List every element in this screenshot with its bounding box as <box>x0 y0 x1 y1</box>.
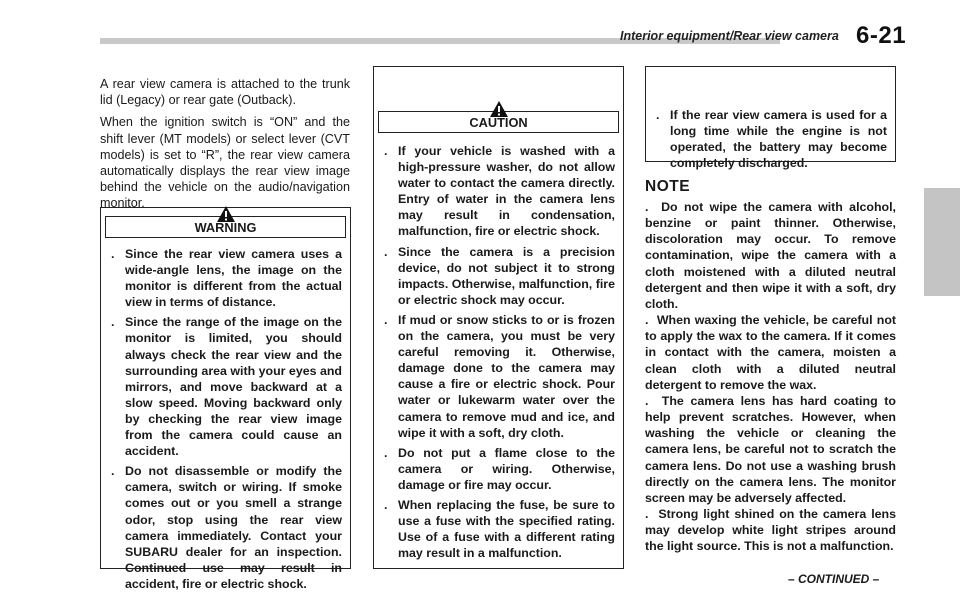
bullet-icon: . <box>645 313 657 328</box>
caution-label: CAUTION <box>469 115 528 130</box>
list-item: . Do not put a flame close to the camera or wiring. Otherwise, damage or fire may occur. <box>384 445 615 492</box>
list-item: . Since the camera is a precision device, do not subject it to strong impacts. Otherwise, malfunction, fire or electric shock may occur. <box>384 244 615 307</box>
bullet-icon: . <box>384 312 388 327</box>
caution-header <box>378 111 619 133</box>
list-item: . Do not disassemble or modify the camera, switch or wiring. If smoke comes out or you smell a strange odor, stop using the rear view camera immediately. Contact your SUBARU dealer for an inspection. Continued use may result in accident, fire or electric shock. <box>111 464 342 591</box>
warning-header <box>105 216 346 238</box>
caution-continuation-box <box>645 66 896 171</box>
chapter-tab <box>924 188 960 296</box>
bullet-icon: . <box>384 445 388 460</box>
warning-label: WARNING <box>194 220 257 235</box>
list-item: . If your vehicle is washed with a high-pressure washer, do not allow water to contact the camera directly. Entry of water in the camera lens may result in condensation, malfunction, fire or electric shock. <box>384 144 615 239</box>
warning-list <box>101 238 350 592</box>
note-section <box>645 178 896 554</box>
intro-text <box>100 76 350 218</box>
intro-paragraph-1: A rear view camera is attached to the trunk lid (Legacy) or rear gate (Outback). <box>100 77 350 108</box>
bullet-icon: . <box>111 247 115 261</box>
bullet-icon: . <box>384 497 388 512</box>
list-item: . When waxing the vehicle, be careful not to apply the wax to the camera. If it comes in contact with the camera, moisten a clean cloth with a diluted neutral detergent to remove the wax. <box>645 313 897 392</box>
list-item: . The camera lens has hard coating to help prevent scratches. However, when washing the vehicle or cleaning the camera lens, be careful not to scratch the camera lens. Do not use a washing brush directly on the camera lens. The monitor screen may be adversely affected. <box>645 393 897 505</box>
warning-box <box>100 207 351 591</box>
bullet-icon: . <box>656 108 660 122</box>
caution-list-continued <box>646 67 895 171</box>
list-item: . If the rear view camera is used for a long time while the engine is not operated, the battery may become completely discharged. <box>656 108 887 171</box>
section-title: Interior equipment/Rear view camera <box>620 29 839 43</box>
note-list <box>645 199 896 554</box>
bullet-icon: . <box>111 315 115 330</box>
bullet-icon: . <box>645 506 659 521</box>
list-item: . When replacing the fuse, be sure to use a fuse with the specified rating. Use of a fuse with a different rating may result in a malfunction. <box>384 497 615 561</box>
bullet-icon: . <box>645 200 662 214</box>
caution-list <box>374 133 623 561</box>
warning-continuation <box>374 67 623 103</box>
bullet-icon: . <box>384 144 388 158</box>
bullet-icon: . <box>111 464 115 479</box>
caution-box <box>373 66 624 569</box>
list-item: . Since the rear view camera uses a wide-angle lens, the image on the monitor is different from the actual view in terms of distance. <box>111 247 342 310</box>
bullet-icon: . <box>645 393 662 408</box>
page-number: 6-21 <box>856 22 907 49</box>
list-item: . Do not wipe the camera with alcohol, benzine or paint thinner. Otherwise, discoloration may occur. To remove contamination, wipe the camera with a cloth moistened with a diluted neutral detergent and then wipe it with a soft, dry cloth. <box>645 200 896 311</box>
intro-paragraph-2: When the ignition switch is “ON” and the shift lever (MT models) or select lever (CVT models) is set to “R”, the rear view camera automatically displays the rear view image behind the vehicle on the audio/navigation monitor. <box>100 115 350 211</box>
continued-label: – CONTINUED – <box>788 572 880 586</box>
bullet-icon: . <box>384 244 388 259</box>
list-item: . Since the range of the image on the monitor is limited, you should always check the rear view and the surrounding area with your eyes and mirrors, and move backward at a slow speed. Moving backward only by checking the rear view image from the camera could cause an accident. <box>111 315 342 459</box>
list-item: . If mud or snow sticks to or is frozen on the camera, you must be very careful removing it. Otherwise, damage done to the camera may cause a fire or electric shock. Pour water or lukewarm water over the camera to remove mud and ice, and wipe it with a soft, dry cloth. <box>384 312 615 440</box>
note-title: NOTE <box>645 178 691 195</box>
list-item: . Strong light shined on the camera lens may develop white light stripes around the light source. This is not a malfunction. <box>645 506 897 554</box>
